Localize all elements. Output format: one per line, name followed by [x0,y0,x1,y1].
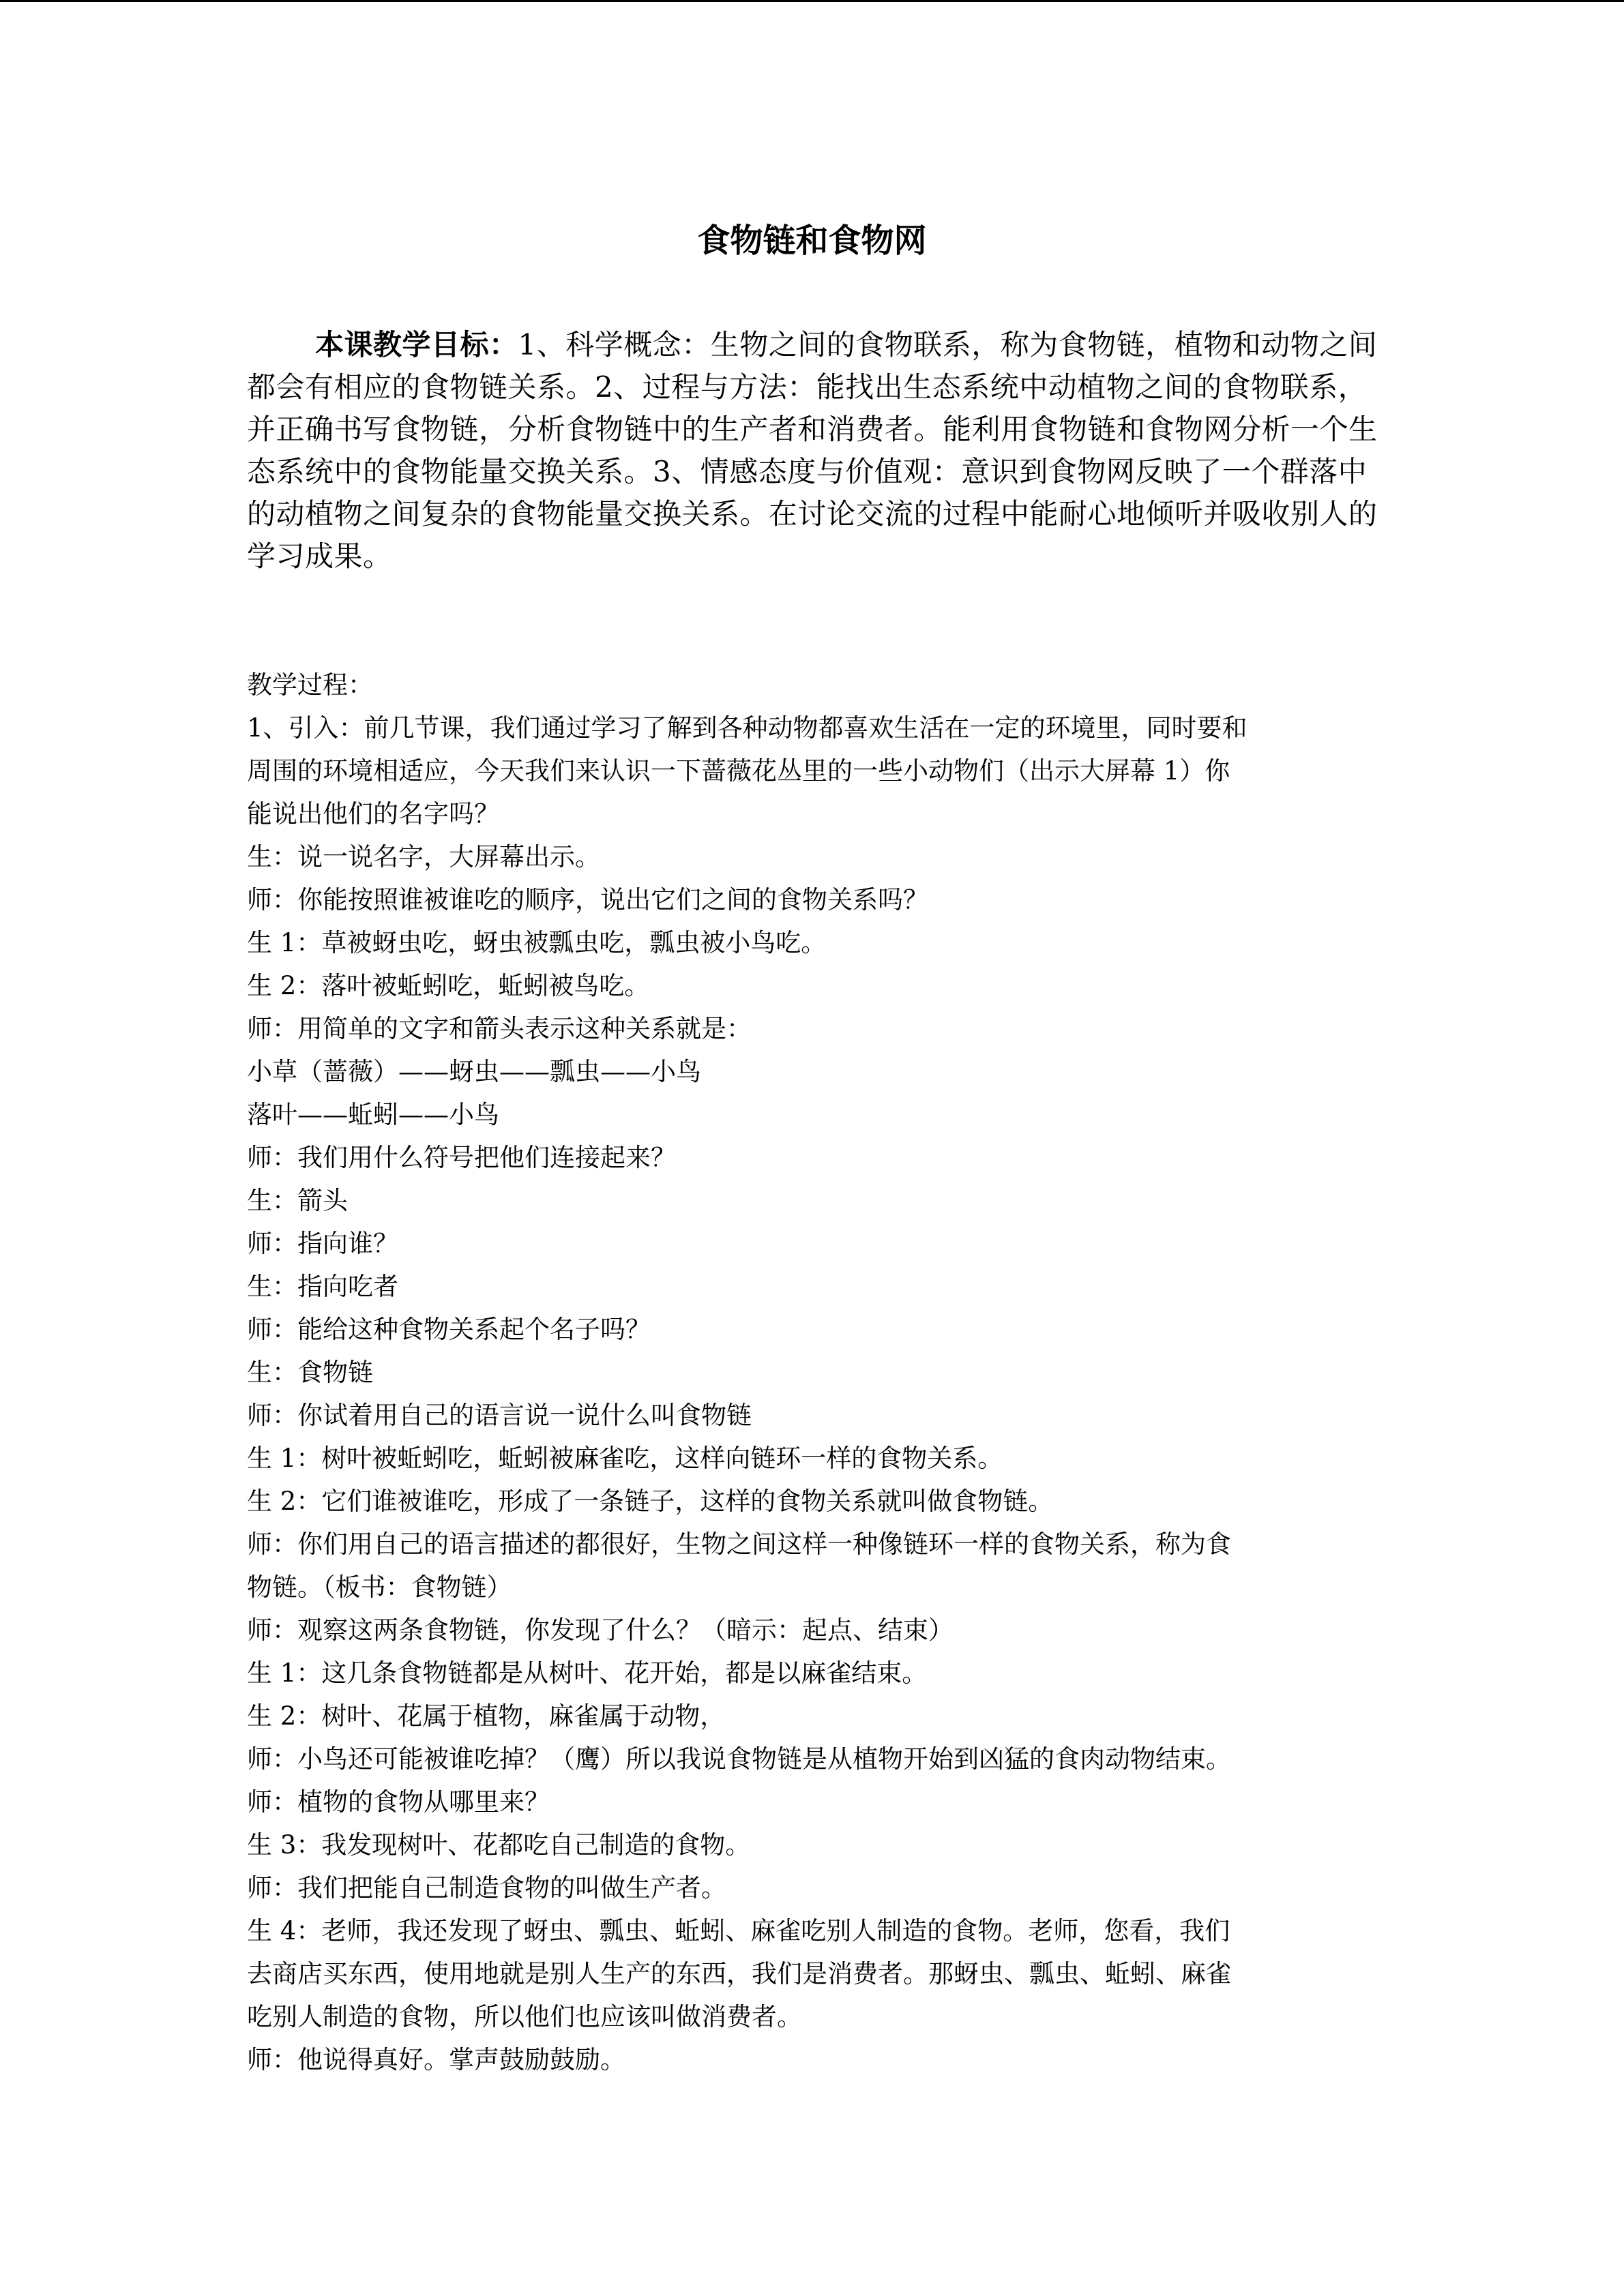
objectives-label: 本课教学目标： [315,328,518,361]
process-line: 师：指向谁？ [247,1229,398,1258]
process-line: 生：说一说名字，大屏幕出示。 [247,842,600,871]
process-line: 生：箭头 [247,1186,348,1215]
process-line: 能说出他们的名字吗？ [247,799,499,829]
teaching-objectives-paragraph [247,324,1379,578]
teaching-process-section [247,664,1379,2081]
process-line: 去商店买东西，使用地就是别人生产的东西，我们是消费者。那蚜虫、瓢虫、蚯蚓、麻雀 [247,1959,1231,1988]
process-line: 师：我们用什么符号把他们连接起来？ [247,1143,676,1172]
process-line: 1、引入：前几节课，我们通过学习了解到各种动物都喜欢生活在一定的环境里，同时要和 [247,713,1247,743]
process-line: 师：你试着用自己的语言说一说什么叫食物链 [247,1401,752,1430]
process-line: 吃别人制造的食物，所以他们也应该叫做消费者。 [247,2002,802,2031]
process-line: 生 1：树叶被蚯蚓吃，蚯蚓被麻雀吃，这样向链环一样的食物关系。 [247,1444,1003,1473]
food-chain-line: 落叶——蚯蚓——小鸟 [247,1100,499,1129]
process-line: 师：小鸟还可能被谁吃掉？（鹰）所以我说食物链是从植物开始到凶猛的食肉动物结束。 [247,1744,1231,1774]
process-line: 生：食物链 [247,1358,373,1387]
process-line: 生：指向吃者 [247,1272,398,1301]
process-line: 生 1：草被蚜虫吃，蚜虫被瓢虫吃，瓢虫被小鸟吃。 [247,928,827,957]
process-line: 师：植物的食物从哪里来？ [247,1787,550,1817]
food-chain-line: 小草（蔷薇）——蚜虫——瓢虫——小鸟 [247,1057,701,1086]
objectives-text: 1、科学概念：生物之间的食物联系，称为食物链，植物和动物之间都会有相应的食物链关系。2、过程与方法：能找出生态系统中动植物之间的食物联系，并正确书写食物链，分析食物链中的生产者和消费者。能利用食物链和食物网分析一个生态系统中的食物能量交换关系。3、情感态度与价值观：意识到食物网反映了一个群落中的动植物之间复杂的食物能量交换关系。在讨论交流的过程中能耐心地倾听并吸收别人的学习成果。 [247,328,1378,573]
process-line: 生 1：这几条食物链都是从树叶、花开始，都是以麻雀结束。 [247,1658,928,1688]
process-line: 生 2：它们谁被谁吃，形成了一条链子，这样的食物关系就叫做食物链。 [247,1487,1054,1516]
process-line: 师：用简单的文字和箭头表示这种关系就是： [247,1014,752,1043]
process-line: 师：他说得真好。掌声鼓励鼓励。 [247,2045,625,2074]
process-line: 周围的环境相适应，今天我们来认识一下蔷薇花丛里的一些小动物们（出示大屏幕 1）你 [247,756,1230,786]
document-title: 食物链和食物网 [697,222,927,260]
page-top-border [0,0,1624,2]
process-line: 师：你们用自己的语言描述的都很好，生物之间这样一种像链环一样的食物关系，称为食 [247,1530,1231,1559]
process-line: 生 3：我发现树叶、花都吃自己制造的食物。 [247,1830,751,1860]
process-line: 生 2：落叶被蚯蚓吃，蚯蚓被鸟吃。 [247,971,650,1000]
process-line: 师：你能按照谁被谁吃的顺序，说出它们之间的食物关系吗？ [247,885,928,914]
process-line: 生 2：树叶、花属于植物，麻雀属于动物， [247,1701,726,1731]
process-heading: 教学过程： [247,670,373,700]
process-line: 生 4：老师，我还发现了蚜虫、瓢虫、蚯蚓、麻雀吃别人制造的食物。老师，您看，我们 [247,1916,1230,1945]
process-line: 师：我们把能自己制造食物的叫做生产者。 [247,1873,726,1903]
process-line: 师：能给这种食物关系起个名子吗？ [247,1315,651,1344]
process-line: 物链。（板书：食物链） [247,1572,512,1602]
process-line: 师：观察这两条食物链，你发现了什么？（暗示：起点、结束） [247,1615,954,1645]
